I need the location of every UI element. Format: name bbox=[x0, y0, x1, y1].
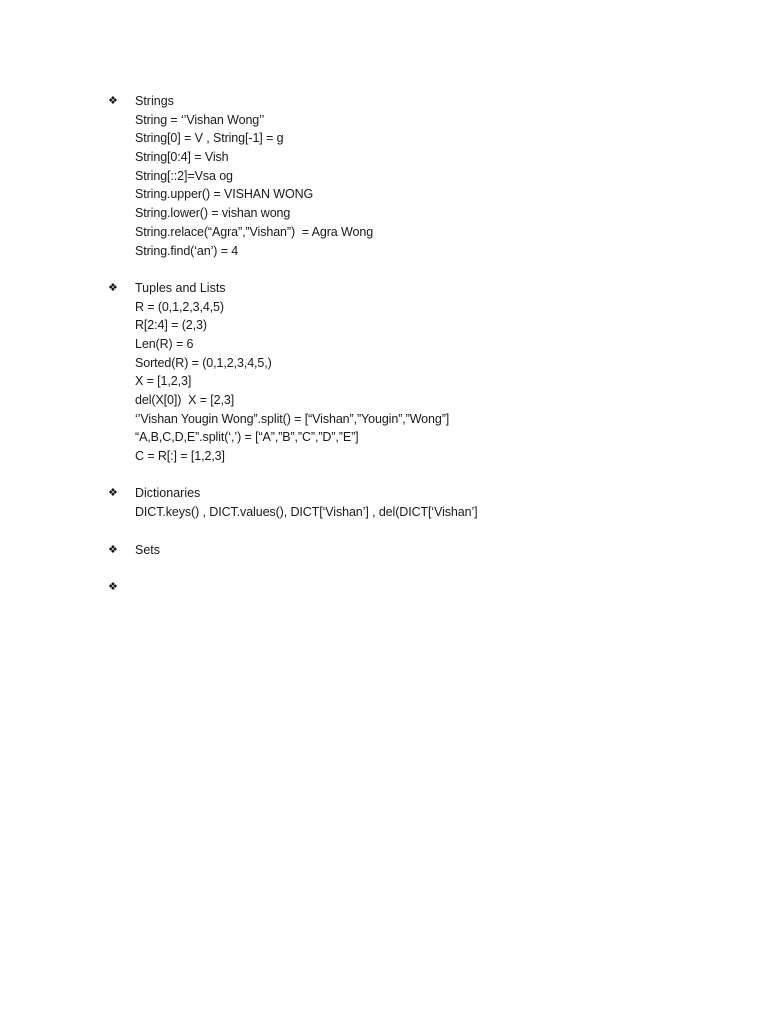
text-line: String[0:4] = Vish bbox=[135, 150, 229, 165]
text-line: String.upper() = VISHAN WONG bbox=[135, 187, 314, 202]
text-line: String.find(‘an’) = 4 bbox=[135, 243, 239, 258]
text-line: del(X[0]) X = [2,3] bbox=[135, 393, 235, 407]
text-line: Len(R) = 6 bbox=[135, 336, 194, 351]
text-line: String[0] = V , String[-1] = g bbox=[135, 131, 284, 146]
text-line: String = ‘’Vishan Wong’’ bbox=[135, 112, 265, 127]
notes-content bbox=[108, 92, 668, 615]
text-line: DICT.keys() , DICT.values(), DICT[‘Vishan’] , del(DICT[‘Vishan’] bbox=[135, 505, 478, 520]
section-heading: Strings bbox=[135, 94, 174, 108]
section-heading: Sets bbox=[135, 542, 161, 557]
section-sets bbox=[108, 541, 668, 560]
text-line: String.lower() = vishan wong bbox=[135, 206, 291, 221]
diamond-bullet-icon: ❖ bbox=[108, 281, 118, 294]
diamond-bullet-icon: ❖ bbox=[108, 487, 118, 500]
text-line: String.relace(“Agra”,”Vishan”) = Agra Wong bbox=[135, 224, 374, 239]
section-empty bbox=[108, 578, 668, 597]
text-line: Sorted(R) = (0,1,2,3,4,5,) bbox=[135, 355, 272, 370]
text-line: R = (0,1,2,3,4,5) bbox=[135, 299, 224, 314]
section-dictionaries bbox=[108, 484, 668, 521]
text-line: R[2:4] = (2,3) bbox=[135, 318, 207, 333]
text-line: String[::2]=Vsa og bbox=[135, 168, 233, 183]
section-heading: Dictionaries bbox=[135, 486, 201, 501]
text-line: X = [1,2,3] bbox=[135, 374, 192, 389]
text-line: “A,B,C,D,E”.split(‘,’) = [“A”,”B”,”C”,”D”,”E”] bbox=[135, 430, 359, 445]
diamond-bullet-icon: ❖ bbox=[108, 543, 118, 556]
section-tuples-and-lists bbox=[108, 279, 668, 466]
diamond-bullet-icon: ❖ bbox=[108, 95, 118, 107]
section-strings bbox=[108, 92, 668, 260]
section-heading bbox=[135, 578, 668, 597]
text-line: C = R[:] = [1,2,3] bbox=[135, 449, 225, 464]
section-heading: Tuples and Lists bbox=[135, 280, 226, 295]
diamond-bullet-icon: ❖ bbox=[108, 580, 118, 593]
text-line: ‘’Vishan Yougin Wong”.split() = [“Vishan”,”Yougin”,”Wong”] bbox=[135, 411, 450, 426]
